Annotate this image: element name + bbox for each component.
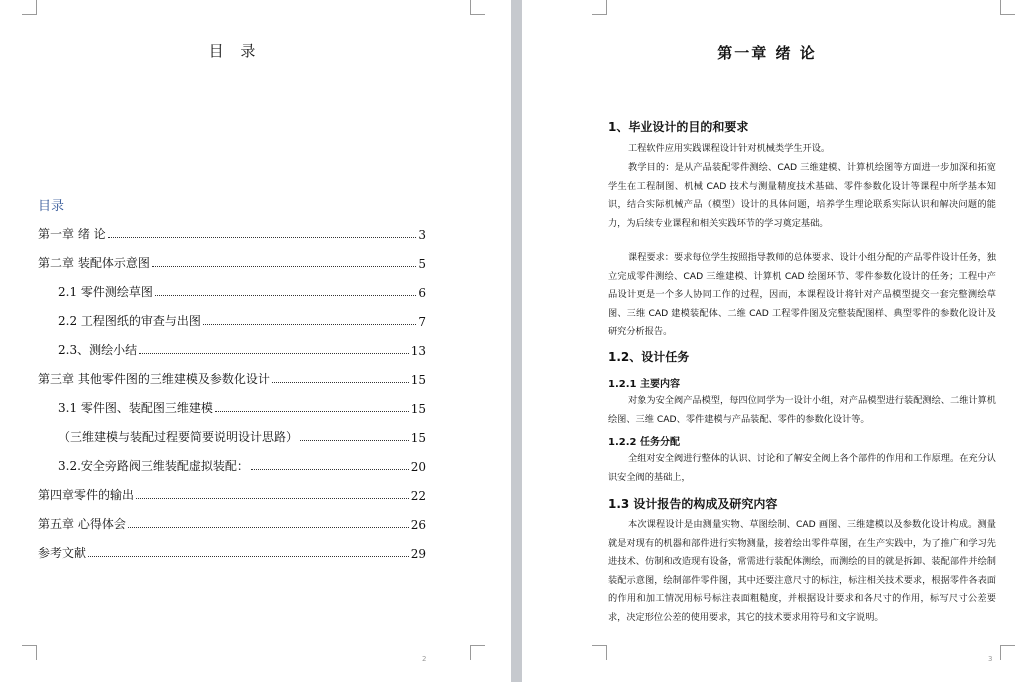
- chapter-title: 第一章 绪 论: [717, 44, 817, 62]
- section-heading: 1.2、设计任务: [608, 350, 690, 364]
- crop-mark: [592, 645, 607, 660]
- crop-mark: [592, 0, 607, 15]
- toc-entry[interactable]: 第五章 心得体会 26: [38, 517, 426, 532]
- toc-heading[interactable]: 目录: [38, 199, 65, 214]
- toc-entry[interactable]: 2.3、测绘小结 13: [58, 343, 426, 358]
- page-gap: [511, 0, 522, 682]
- toc-entry[interactable]: 第三章 其他零件图的三维建模及参数化设计 15: [38, 372, 426, 387]
- subsection-heading: 1.2.1 主要内容: [608, 379, 680, 390]
- paragraph: 对象为安全阀产品模型，每四位同学为一设计小组，对产品模型进行装配测绘、二维计算机绘图、三维 CAD、零件建模与产品装配、零件的参数化设计等。: [608, 395, 996, 425]
- paragraph: 本次课程设计是由测量实物、草图绘制、CAD 画图、三维建模以及参数化设计构成。测量就是对现有的机器和部件进行实物测量，接着绘出零件草图，在生产实践中，为了推广和学习先进技术、仿制和改造现有设备，常需进行装配体测绘，而测绘的目的就是拆卸、装配部件并绘制装配示意图，绘制部件零件图，其中还要注意尺寸的标注，标注相关技术要求，根据零件各表面的作用和加工情况用标号标注表面粗糙度，并根据设计要求和各尺寸的作用，标写尺寸公差要求，决定形位公差的使用要求，其它的技术要求用符号和文字说明。: [608, 519, 996, 623]
- toc-entry[interactable]: 2.2 工程图纸的审查与出图 7: [58, 314, 426, 329]
- toc-entry[interactable]: （三维建模与装配过程要简要说明设计思路） 15: [58, 430, 426, 445]
- toc-title: 目 录: [208, 42, 262, 60]
- page-chapter-1: [522, 0, 1019, 682]
- toc-entry[interactable]: 3.2.安全旁路阀三维装配虚拟装配： 20: [58, 459, 426, 474]
- section-heading: 1、毕业设计的目的和要求: [608, 120, 749, 134]
- toc-entry[interactable]: 第一章 绪 论 3: [38, 227, 426, 242]
- paragraph: 教学目的：是从产品装配零件测绘、CAD 三维建模、计算机绘图等方面进一步加深和拓宽学生在工程制图、机械 CAD 技术与测量精度技术基础、零件参数化设计等课程中所学基本知识，结合实际机械产品（模型）设计的具体问题，培养学生理论联系实际认识和解决问题的能力，为后续专业课程和相关实践环节的学习奠定基础。: [608, 162, 996, 229]
- section-heading: 1.3 设计报告的构成及研究内容: [608, 497, 778, 511]
- subsection-heading: 1.2.2 任务分配: [608, 437, 680, 448]
- crop-mark: [1000, 0, 1015, 15]
- paragraph: 课程要求：要求每位学生按照指导教师的总体要求、设计小组分配的产品零件设计任务，独立完成零件测绘、CAD 三维建模、计算机 CAD 绘图环节、零件参数化设计的任务；工程中产品设计更是一个多人协同工作的过程，因而，本课程设计将针对产品模型提交一套完整测绘草图、三维 CAD 建模装配体、二维 CAD 工程零件图及完整装配图样、典型零件的参数化设计及研究分析报告。: [608, 252, 996, 338]
- toc-entry[interactable]: 3.1 零件图、装配图三维建模 15: [58, 401, 426, 416]
- toc-entry[interactable]: 2.1 零件测绘草图 6: [58, 285, 426, 300]
- crop-mark: [470, 0, 485, 15]
- crop-mark: [22, 645, 37, 660]
- toc-entry[interactable]: 第四章零件的输出 22: [38, 488, 426, 503]
- page-number: 2: [422, 655, 427, 663]
- paragraph: 全组对安全阀进行整体的认识、讨论和了解安全阀上各个部件的作用和工作原理。在充分认识安全阀的基础上，: [608, 453, 996, 483]
- page-number: 3: [988, 655, 993, 663]
- toc-entry[interactable]: 第二章 装配体示意图 5: [38, 256, 426, 271]
- crop-mark: [22, 0, 37, 15]
- crop-mark: [470, 645, 485, 660]
- toc-entry[interactable]: 参考文献 29: [38, 546, 426, 561]
- crop-mark: [1000, 645, 1015, 660]
- paragraph: 工程软件应用实践课程设计针对机械类学生开设。: [628, 143, 831, 154]
